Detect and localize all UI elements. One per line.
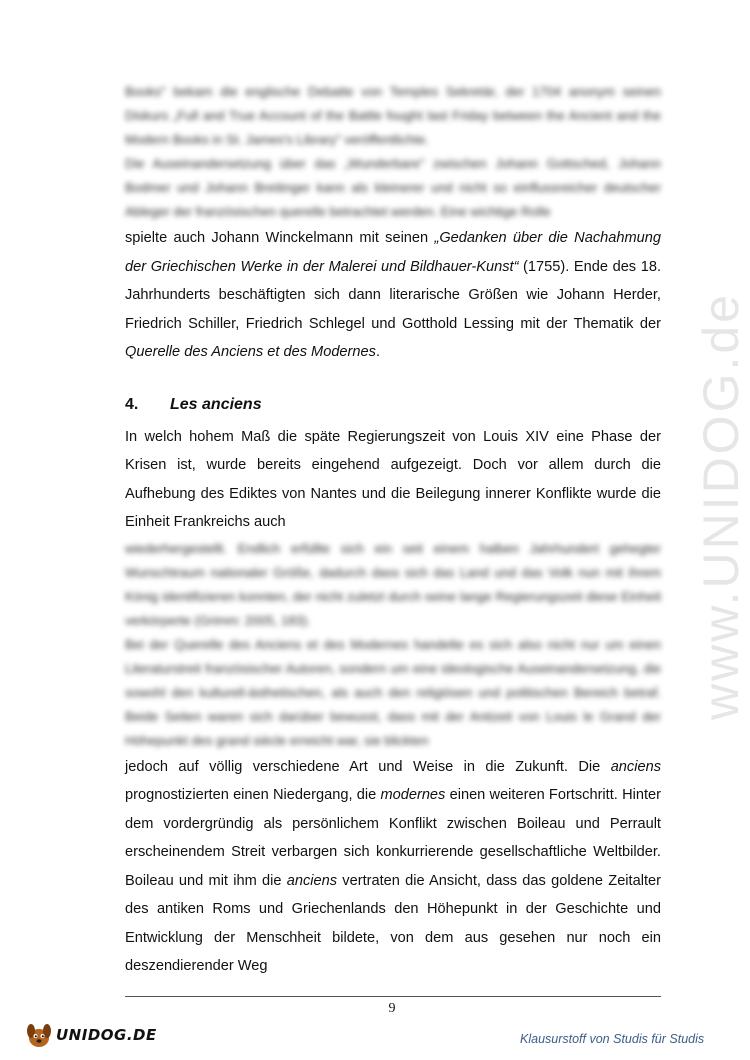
paragraph-louis: In welch hohem Maß die späte Regierungszeit von Louis XIV eine Phase der Krisen ist, wurde bereits eingehend aufgezeigt. Doch vor allem durch die Aufhebung des Ediktes von Nantes und die Beilegung innerer Konflikte wurde die Einheit Frankreichs auch bbox=[125, 428, 661, 530]
blurred-paragraph: Books" bekam die englische Debatte von Temples Sekretär, der 1704 anonym seinen Diskurs „Full and True Account of the Battle fought last Friday between the Ancient and the Modern Books in St. James's Library" veröffentlichte. bbox=[125, 84, 661, 147]
blurred-paragraph: Die Auseinandersetzung über das „Wunderbare" zwischen Johann Gottsched, Johann Bodmer und Johann Breitinger kann als kleinerer und nicht so einflussreicher deutscher Ableger der französischen querelle betrachtet werden. Eine wichtige Rolle bbox=[125, 156, 661, 219]
logo-text: UNIDOG.DE bbox=[56, 1026, 157, 1044]
footer-tagline: Klausurstoff von Studis für Studis bbox=[520, 1032, 705, 1046]
dog-icon bbox=[24, 1020, 54, 1050]
page-content bbox=[125, 80, 661, 981]
blurred-paragraph: Bei der Querelle des Anciens et des Modernes handelte es sich also nicht nur um einen Literaturstreit französischer Autoren, sondern um eine ideologische Auseinandersetzung, die sowohl den kulturell-ästhetischen, als auch den religiösen und politischen Bereich betraf. Beide Seiten waren sich darüber bewusst, dass mit der Antizeit von Louis le Grand der Höhepunkt des grand siècle erreicht war, sie blickten bbox=[125, 636, 661, 748]
heading-title: Les anciens bbox=[170, 395, 262, 413]
paragraph-winckelmann bbox=[125, 224, 661, 367]
heading-number: 4. bbox=[125, 395, 139, 413]
footer-divider bbox=[125, 996, 661, 997]
italic-term: anciens bbox=[286, 872, 338, 889]
blurred-paragraph: wiederhergestellt. Endlich erfüllte sich ein seit einem halben Jahrhundert gehegter Wunschtraum nationaler Größe, dadurch dass sich das Land und das Volk nun mit ihrem König identifizieren konnten, der nicht zuletzt durch seine lange Regierungszeit diese Einheit verkörperte (Grimm: 2005, 183). bbox=[125, 540, 661, 628]
italic-title: „Gedanken über die Nachahmung der Griechischen Werke in der Malerei und Bildhauer-Kunst“ bbox=[125, 230, 661, 275]
text-run: . bbox=[375, 344, 380, 360]
text-run: jedoch auf völlig verschiedene Art und Weise in die Zukunft. Die bbox=[125, 758, 611, 775]
text-run: einen weiteren Fortschritt. Hinter dem vordergründig als persönlichem Konflikt zwischen Boileau und Perrault erscheinendem Streit verbargen sich konkurrierende gesellschaftliche Weltbilder. Boileau und mit ihm die bbox=[125, 787, 661, 889]
text-run: (1755). Ende des 18. Jahrhunderts beschäftigten sich dann literarische Größen wie Johann Herder, Friedrich Schiller, Friedrich Schlegel und Gotthold Lessing mit der Thematik der bbox=[125, 258, 661, 332]
section-heading bbox=[125, 391, 661, 419]
blurred-section-top bbox=[125, 80, 661, 224]
paragraph-anciens bbox=[125, 753, 661, 981]
text-run: prognostizierten einen Niedergang, die bbox=[125, 787, 381, 803]
blurred-section-mid bbox=[125, 537, 661, 753]
visible-section-1 bbox=[125, 224, 661, 367]
text-run: spielte auch Johann Winckelmann mit seinen bbox=[125, 230, 435, 246]
page-number: 9 bbox=[388, 1001, 396, 1016]
visible-section-2 bbox=[125, 423, 661, 537]
unidog-logo bbox=[24, 1020, 157, 1050]
watermark: www.UNIDOG.de bbox=[693, 292, 749, 720]
italic-term: anciens bbox=[610, 758, 661, 775]
italic-term: modernes bbox=[380, 787, 446, 803]
italic-title: Querelle des Anciens et des Modernes bbox=[125, 344, 376, 360]
visible-section-3 bbox=[125, 753, 661, 981]
text-run: vertraten die Ansicht, dass das goldene Zeitalter des antiken Roms und Griechenlands den Höhepunkt in der Geschichte und Entwicklung der Menschheit bildete, von dem aus gesehen nur noch ein deszendierender Weg bbox=[125, 872, 661, 974]
